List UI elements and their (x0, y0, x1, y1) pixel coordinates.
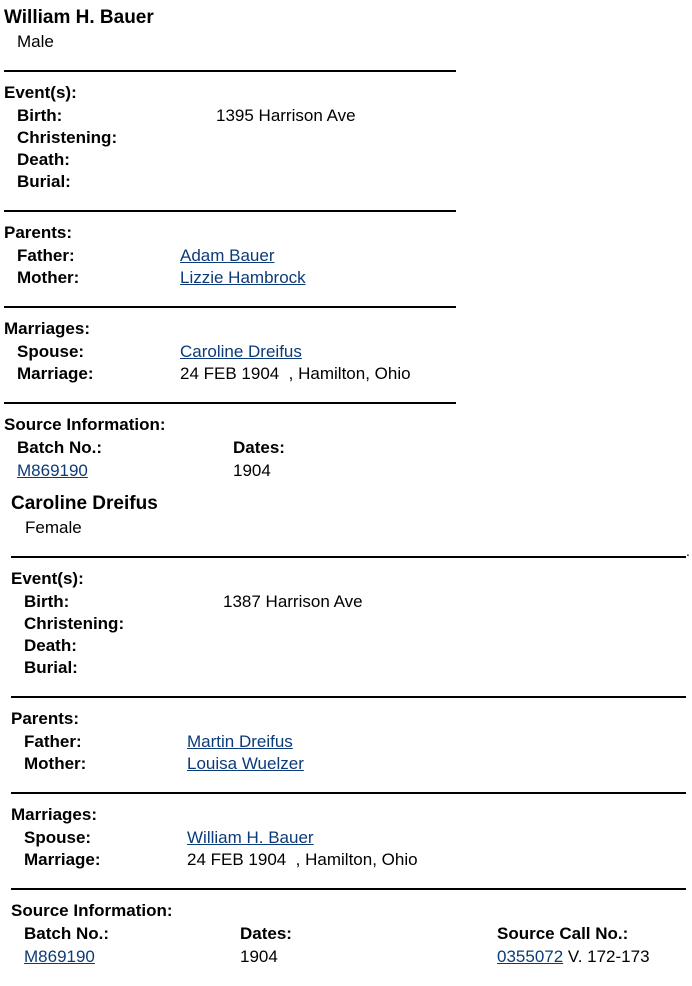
birth-value: 1387 Harrison Ave (223, 592, 363, 611)
person-gender: Male (17, 32, 54, 51)
source-call-link[interactable]: 0355072 (497, 947, 564, 966)
divider (4, 402, 456, 404)
dates-label: Dates: (240, 924, 292, 943)
parents-heading: Parents: (11, 709, 80, 728)
source-call-suffix: V. 172-173 (563, 947, 650, 966)
divider (4, 306, 456, 308)
christening-label: Christening: (17, 128, 118, 147)
death-label: Death: (24, 636, 77, 655)
spouse-label: Spouse: (24, 828, 92, 847)
source-call-value (497, 947, 650, 967)
mother-label: Mother: (24, 754, 87, 773)
death-label: Death: (17, 150, 70, 169)
father-label: Father: (17, 246, 75, 265)
dates-value: 1904 (233, 461, 271, 480)
divider (4, 70, 456, 72)
christening-label: Christening: (24, 614, 125, 633)
batch-link[interactable]: M869190 (24, 947, 95, 966)
birth-label: Birth: (24, 592, 70, 611)
events-heading: Event(s): (11, 569, 84, 588)
divider (11, 888, 686, 890)
person-name: William H. Bauer (4, 7, 154, 28)
parents-heading: Parents: (4, 223, 73, 242)
mother-link[interactable]: Lizzie Hambrock (180, 268, 306, 287)
father-label: Father: (24, 732, 82, 751)
person-gender: Female (25, 518, 82, 537)
father-link[interactable]: Adam Bauer (180, 246, 275, 265)
divider (4, 210, 456, 212)
birth-label: Birth: (17, 106, 63, 125)
marriage-label: Marriage: (24, 850, 101, 869)
marriages-heading: Marriages: (4, 319, 90, 338)
divider (11, 556, 686, 558)
dates-label: Dates: (233, 438, 285, 457)
mother-link[interactable]: Louisa Wuelzer (187, 754, 304, 773)
batch-label: Batch No.: (17, 438, 102, 457)
divider (11, 792, 686, 794)
batch-link[interactable]: M869190 (17, 461, 88, 480)
dates-value: 1904 (240, 947, 278, 966)
marriage-label: Marriage: (17, 364, 94, 383)
source-heading: Source Information: (4, 415, 166, 434)
divider (11, 696, 686, 698)
father-link[interactable]: Martin Dreifus (187, 732, 293, 751)
burial-label: Burial: (17, 172, 71, 191)
birth-value: 1395 Harrison Ave (216, 106, 356, 125)
events-heading: Event(s): (4, 83, 77, 102)
source-call-label: Source Call No.: (497, 924, 629, 943)
spouse-link[interactable]: William H. Bauer (187, 828, 314, 847)
source-heading: Source Information: (11, 901, 173, 920)
spouse-link[interactable]: Caroline Dreifus (180, 342, 302, 361)
divider-dot: . (686, 543, 690, 559)
marriage-value: 24 FEB 1904 , Hamilton, Ohio (187, 850, 418, 869)
burial-label: Burial: (24, 658, 78, 677)
batch-label: Batch No.: (24, 924, 109, 943)
marriages-heading: Marriages: (11, 805, 97, 824)
person-name: Caroline Dreifus (11, 493, 158, 514)
mother-label: Mother: (17, 268, 80, 287)
marriage-value: 24 FEB 1904 , Hamilton, Ohio (180, 364, 411, 383)
spouse-label: Spouse: (17, 342, 85, 361)
